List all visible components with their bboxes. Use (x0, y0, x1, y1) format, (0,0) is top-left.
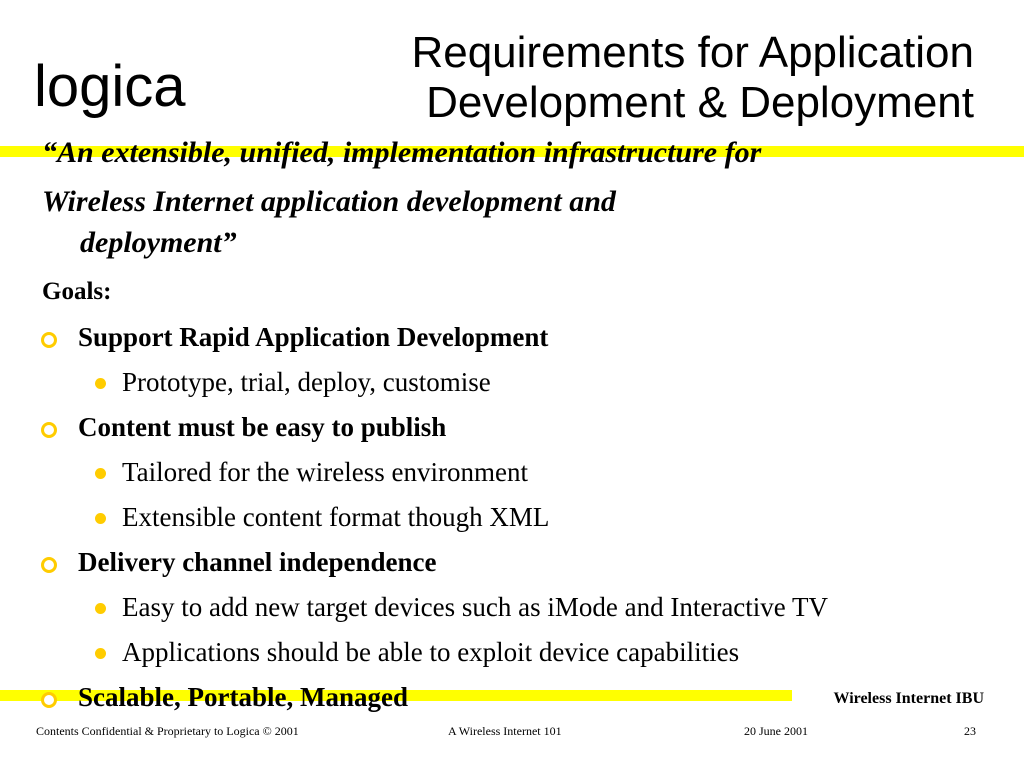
dot-bullet-icon (95, 378, 106, 389)
dot-bullet-icon (95, 648, 106, 659)
ring-bullet-icon (41, 422, 57, 438)
quote-line-2: Wireless Internet application development and (42, 185, 616, 218)
footer-confidential: Contents Confidential & Proprietary to Logica © 2001 (36, 724, 299, 738)
goal-item: Scalable, Portable, Managed (78, 682, 408, 712)
dot-bullet-icon (95, 603, 106, 614)
ring-bullet-icon (41, 557, 57, 573)
ring-bullet-icon (41, 692, 57, 708)
goal-item: Content must be easy to publish (78, 412, 447, 442)
logica-logo: logica (34, 54, 186, 119)
footer-presentation-title: A Wireless Internet 101 (448, 724, 562, 738)
goal-subitem: Applications should be able to exploit device capabilities (122, 637, 740, 667)
quote-line-3: deployment” (80, 226, 237, 259)
goal-item: Delivery channel independence (78, 547, 437, 577)
goals-label: Goals: (42, 278, 112, 305)
goal-subitem: Extensible content format though XML (122, 502, 550, 532)
footer-date: 20 June 2001 (744, 724, 808, 738)
title-line-2: Development & Deployment (426, 78, 974, 127)
goal-subitem: Tailored for the wireless environment (122, 457, 528, 487)
ibu-label: Wireless Internet IBU (833, 690, 984, 707)
title-line-1: Requirements for Application (411, 28, 974, 77)
dot-bullet-icon (95, 468, 106, 479)
ring-bullet-icon (41, 332, 57, 348)
dot-bullet-icon (95, 513, 106, 524)
goal-item: Support Rapid Application Development (78, 322, 549, 352)
page-number: 23 (964, 724, 976, 738)
goal-subitem: Easy to add new target devices such as iMode and Interactive TV (122, 592, 829, 622)
goal-subitem: Prototype, trial, deploy, customise (122, 367, 491, 397)
quote-line-1: “An extensible, unified, implementation infrastructure for (42, 136, 762, 169)
